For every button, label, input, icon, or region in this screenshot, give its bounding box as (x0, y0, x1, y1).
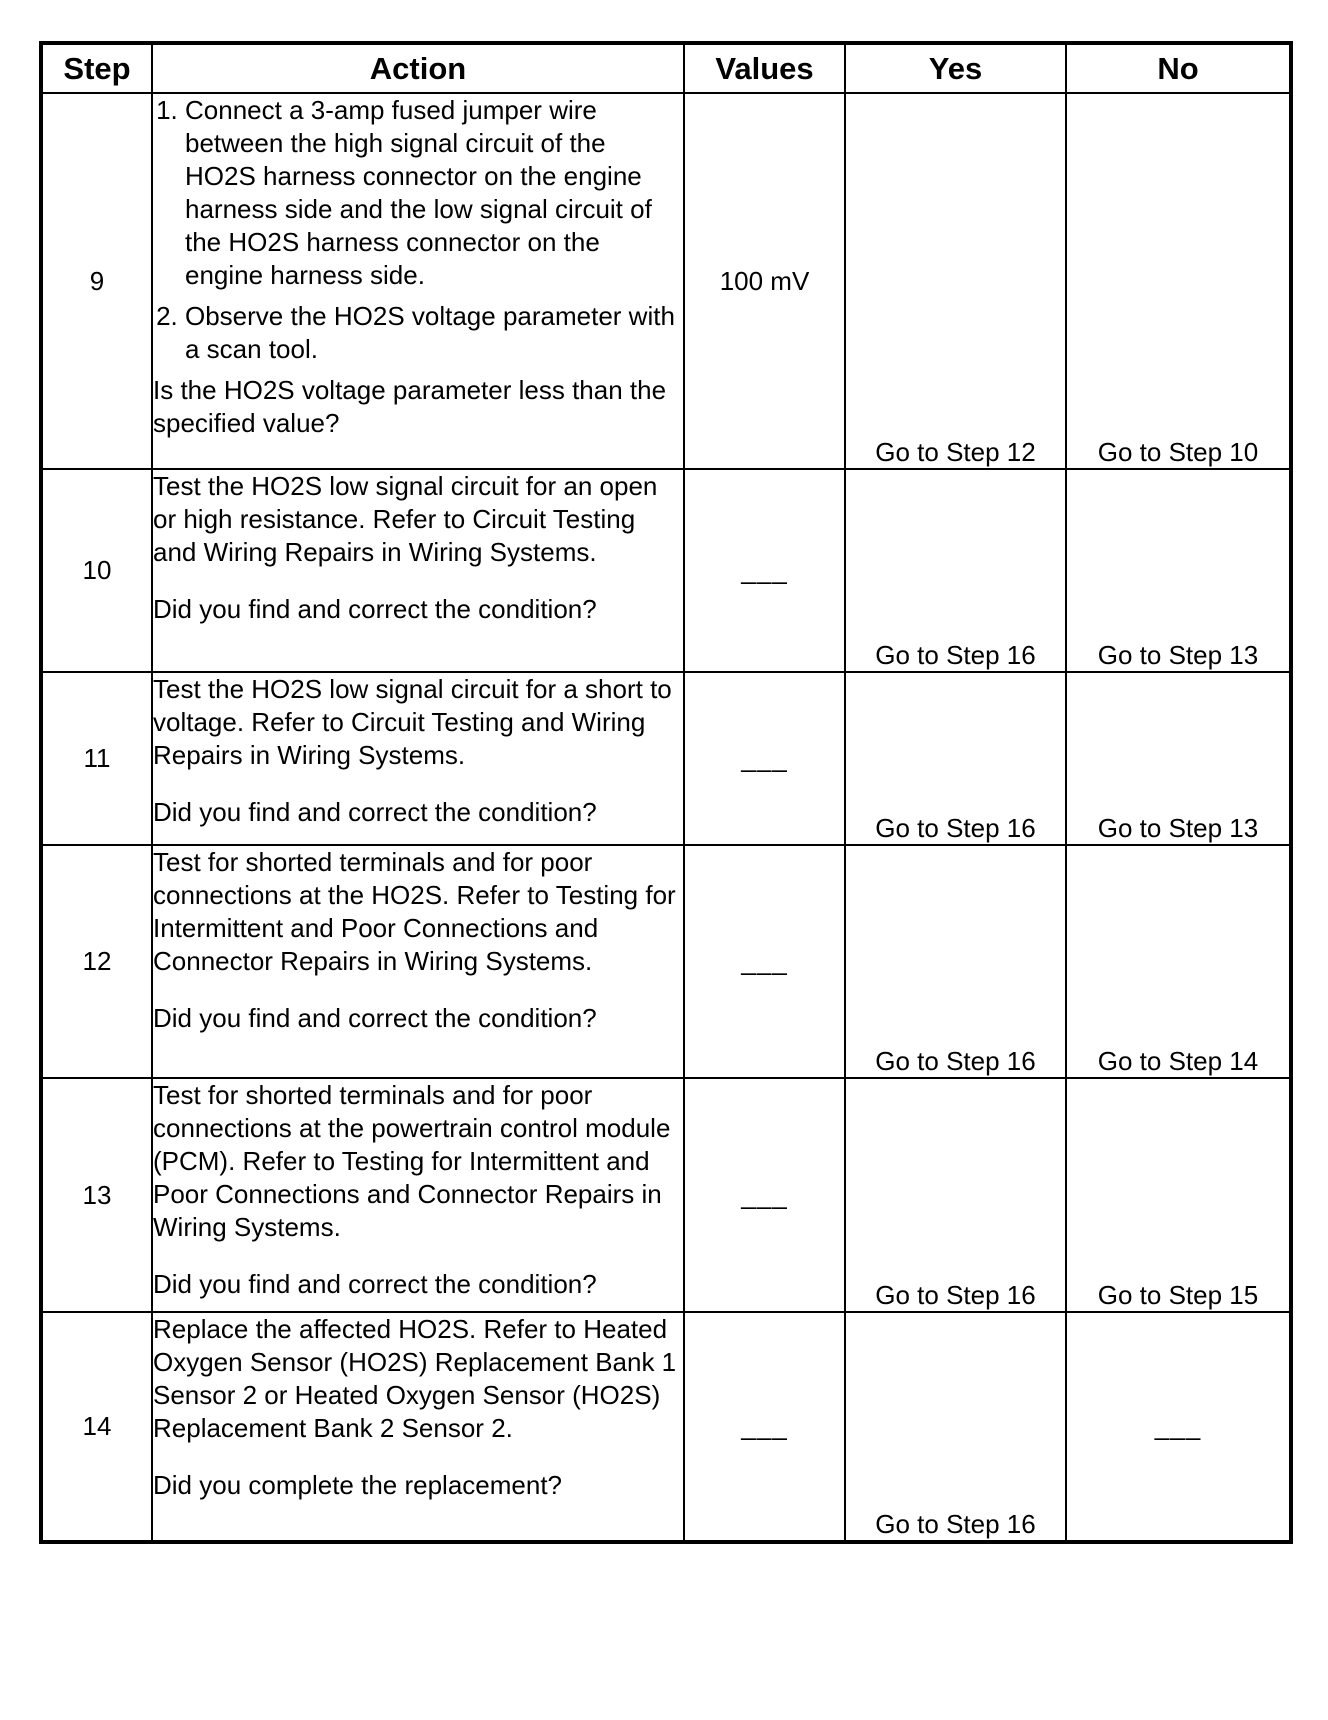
no-cell: Go to Step 13 (1066, 469, 1291, 672)
header-row (41, 43, 1291, 93)
value-cell: ___ (684, 1078, 845, 1312)
action-cell (152, 1078, 684, 1312)
table-row (41, 469, 1291, 672)
action-text: Test the HO2S low signal circuit for an open or high resistance. Refer to Circuit Testing and Wiring Repairs in Wiring Systems. (153, 471, 658, 567)
table-row (41, 845, 1291, 1078)
value-cell: ___ (684, 845, 845, 1078)
action-question: Did you find and correct the condition? (153, 797, 597, 827)
yes-cell: Go to Step 16 (845, 672, 1066, 845)
action-question: Is the HO2S voltage parameter less than the specified value? (153, 375, 667, 438)
value-cell: 100 mV (684, 93, 845, 469)
step-number: 13 (41, 1078, 152, 1312)
value-cell: ___ (684, 672, 845, 845)
action-cell (152, 469, 684, 672)
no-cell: Go to Step 10 (1066, 93, 1291, 469)
diagnostic-table (39, 41, 1293, 1544)
value-cell: ___ (684, 1312, 845, 1542)
action-cell (152, 672, 684, 845)
action-text: Test for shorted terminals and for poor connections at the HO2S. Refer to Testing for Intermittent and Poor Connections and Connector Repairs in Wiring Systems. (153, 847, 676, 976)
table-row (41, 1312, 1291, 1542)
action-question: Did you find and correct the condition? (153, 1003, 597, 1033)
header-no: No (1066, 43, 1291, 93)
table-row (41, 93, 1291, 469)
table-row (41, 672, 1291, 845)
step-number: 11 (41, 672, 152, 845)
action-question: Did you find and correct the condition? (153, 1269, 597, 1299)
no-cell: ___ (1066, 1312, 1291, 1542)
yes-cell: Go to Step 16 (845, 469, 1066, 672)
yes-cell: Go to Step 16 (845, 845, 1066, 1078)
yes-cell: Go to Step 16 (845, 1312, 1066, 1542)
step-number: 14 (41, 1312, 152, 1542)
no-cell: Go to Step 14 (1066, 845, 1291, 1078)
yes-cell: Go to Step 12 (845, 93, 1066, 469)
header-step: Step (41, 43, 152, 93)
header-action: Action (152, 43, 684, 93)
action-question: Did you complete the replacement? (153, 1470, 563, 1500)
step-number: 12 (41, 845, 152, 1078)
step-number: 10 (41, 469, 152, 672)
action-cell (152, 93, 684, 469)
step-number: 9 (41, 93, 152, 469)
substep-list (153, 94, 683, 366)
action-text: Test the HO2S low signal circuit for a short to voltage. Refer to Circuit Testing and Wiring Repairs in Wiring Systems. (153, 674, 672, 770)
table-row (41, 1078, 1291, 1312)
action-cell (152, 1312, 684, 1542)
header-values: Values (684, 43, 845, 93)
yes-cell: Go to Step 16 (845, 1078, 1066, 1312)
action-text: Replace the affected HO2S. Refer to Heated Oxygen Sensor (HO2S) Replacement Bank 1 Sensor 2 or Heated Oxygen Sensor (HO2S) Replacement Bank 2 Sensor 2. (153, 1314, 677, 1443)
action-question: Did you find and correct the condition? (153, 594, 597, 624)
substep: 1. Connect a 3-amp fused jumper wire between the high signal circuit of the HO2S harness connector on the engine harness side and the low signal circuit of the HO2S harness connector on the engine harness side. (185, 94, 683, 292)
substep: 2. Observe the HO2S voltage parameter with a scan tool. (185, 300, 683, 366)
no-cell: Go to Step 15 (1066, 1078, 1291, 1312)
action-cell (152, 845, 684, 1078)
no-cell: Go to Step 13 (1066, 672, 1291, 845)
value-cell: ___ (684, 469, 845, 672)
action-text: Test for shorted terminals and for poor connections at the powertrain control module (PCM). Refer to Testing for Intermittent and Poor Connections and Connector Repairs in Wiring Systems. (153, 1080, 671, 1242)
header-yes: Yes (845, 43, 1066, 93)
